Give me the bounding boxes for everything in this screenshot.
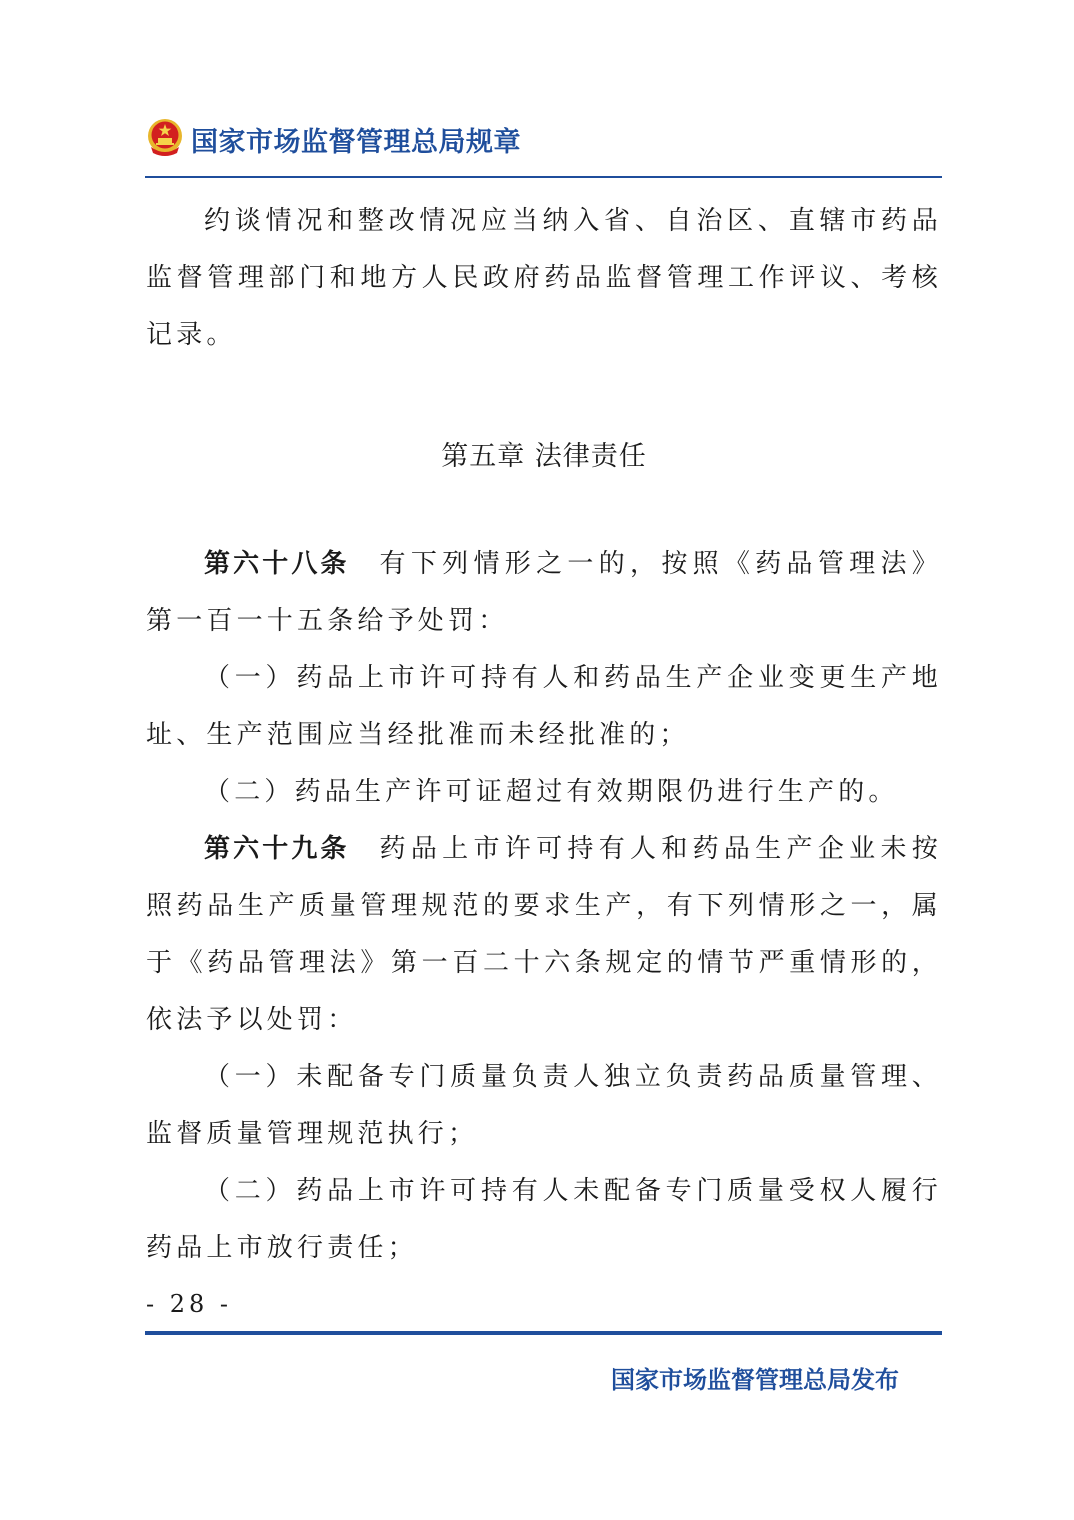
- article-68-number: 第六十八条: [204, 549, 350, 579]
- article-68-text: 有下列情形之一的，按照《药品管理法》第一百一十五条给予处罚：: [146, 549, 942, 636]
- footer-divider: [145, 1331, 942, 1335]
- national-emblem-icon: [145, 117, 185, 157]
- header-divider: [145, 176, 942, 178]
- page-header: [145, 112, 942, 176]
- footer-publisher: 国家市场监督管理总局发布: [611, 1366, 899, 1394]
- article-69-number: 第六十九条: [204, 834, 350, 864]
- chapter-title: 第五章 法律责任: [441, 441, 647, 472]
- article-69: [146, 821, 942, 1049]
- header-title: 国家市场监督管理总局规章: [191, 127, 521, 158]
- article-68-item-1: （一）药品上市许可持有人和药品生产企业变更生产地址、生产范围应当经批准而未经批准的；: [146, 663, 942, 750]
- article-68-item-2: （二）药品生产许可证超过有效期限仍进行生产的。: [204, 777, 899, 807]
- article-69-item-1: （一）未配备专门质量负责人独立负责药品质量管理、监督质量管理规范执行；: [146, 1062, 942, 1149]
- intro-paragraph: 约谈情况和整改情况应当纳入省、自治区、直辖市药品监督管理部门和地方人民政府药品监督管理工作评议、考核记录。: [146, 206, 942, 350]
- article-69-text: 药品上市许可持有人和药品生产企业未按照药品生产质量管理规范的要求生产，有下列情形之一，属于《药品管理法》第一百二十六条规定的情节严重情形的，依法予以处罚：: [146, 834, 942, 1035]
- document-body: [146, 193, 942, 1277]
- page-number: - 28 -: [146, 1290, 233, 1318]
- article-68: [146, 536, 942, 650]
- article-69-item-2: （二）药品上市许可持有人未配备专门质量受权人履行药品上市放行责任；: [146, 1176, 942, 1263]
